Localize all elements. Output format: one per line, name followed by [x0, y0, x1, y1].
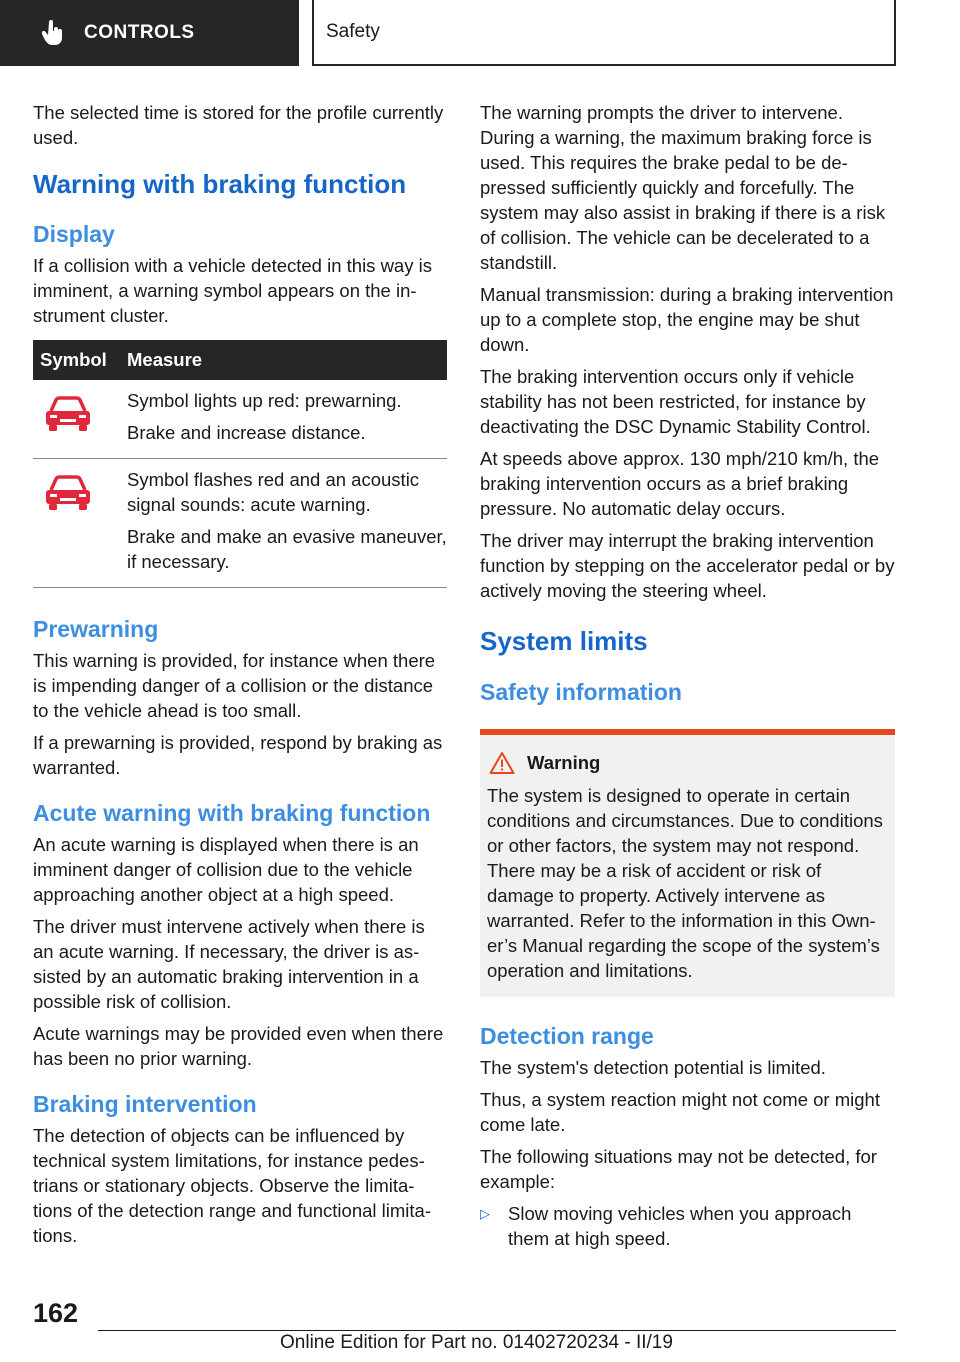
braking-paragraph: Manual transmission: during a braking intervention up to a complete stop, the engine may be shut down.	[480, 284, 894, 355]
heading-detection-range: Detection range	[480, 1023, 654, 1049]
heading-display: Display	[33, 221, 115, 247]
prewarning-paragraph: If a prewarning is provided, respond by braking as warranted.	[33, 732, 443, 778]
braking-paragraph: The detection of objects can be influenced by technical system limitations, for instance pedestrians or stationary objects. Observe the limitations of the detection range and functional limitations.	[33, 1125, 432, 1246]
right-column	[480, 100, 895, 1258]
bullet-triangle-icon: ▷	[480, 1206, 490, 1221]
warning-box	[480, 729, 895, 997]
braking-paragraph: The braking intervention occurs only if vehicle stability has not been restricted, for instance by deactivating the DSC Dynamic Stability Control.	[480, 366, 871, 437]
detection-paragraph: Thus, a system reaction might not come or might come late.	[480, 1089, 880, 1135]
heading-system-limits: System limits	[480, 626, 648, 656]
chapter-tab[interactable]	[0, 0, 299, 66]
footer-divider	[98, 1330, 896, 1331]
heading-acute-warning: Acute warning with braking function	[33, 800, 431, 826]
measure-text: Brake and increase distance.	[127, 422, 366, 443]
list-item	[480, 1201, 895, 1258]
list-item-text: Slow moving vehicles when you approach them at high speed.	[508, 1203, 852, 1249]
car-warning-icon	[33, 388, 127, 452]
heading-braking-intervention: Braking intervention	[33, 1091, 257, 1117]
warning-text: The system is designed to operate in certain conditions and circumstances. Due to conditions or other factors, the system may not respond. There may be a risk of accident or risk of damage to property. Actively intervene as warranted. Refer to the information in this Owner’s Manual regarding the scope of the system’s operation and limitations.	[487, 785, 883, 981]
measure-text: Symbol lights up red: prewarning.	[127, 390, 402, 411]
braking-paragraph: The driver may interrupt the braking intervention function by stepping on the accelerator pedal or by actively moving the steering wheel.	[480, 530, 895, 601]
heading-prewarning: Prewarning	[33, 616, 159, 642]
braking-paragraph: At speeds above approx. 130 mph/210 km/h, the braking intervention occurs as a brief braking pressure. No automatic delay occurs.	[480, 448, 880, 519]
display-paragraph: If a collision with a vehicle detected in this way is imminent, a warning symbol appears on the instrument cluster.	[33, 255, 432, 326]
acute-paragraph: Acute warnings may be provided even when there has been no prior warning.	[33, 1023, 444, 1069]
acute-paragraph: The driver must intervene actively when there is an acute warning. If necessary, the driver is assisted by an automatic braking intervention in a possible risk of collision.	[33, 916, 425, 1012]
braking-paragraph: The warning prompts the driver to intervene. During a warning, the maximum braking force is used. This requires the brake pedal to be depressed sufficiently quickly and forcefully. The system may also assist in braking if there is a risk of collision. The vehicle can be decelerated to a standstill.	[480, 102, 886, 273]
prewarning-paragraph: This warning is provided, for instance when there is impending danger of a collision or the distance to the vehicle ahead is too small.	[33, 650, 436, 721]
measure-text: Symbol flashes red and an acoustic signal sounds: acute warning.	[127, 469, 420, 515]
column-header-measure: Measure	[127, 349, 203, 370]
measure-text: Brake and make an evasive maneuver, if necessary.	[127, 526, 447, 572]
table-header	[33, 340, 447, 380]
detection-paragraph: The system's detection potential is limited.	[480, 1057, 826, 1078]
detection-paragraph: The following situations may not be detected, for example:	[480, 1146, 877, 1192]
section-title: Safety	[312, 0, 896, 66]
warning-title: Warning	[527, 752, 601, 773]
footer-edition: Online Edition for Part no. 01402720234 - II/19	[280, 1332, 673, 1353]
acute-paragraph: An acute warning is displayed when there is an imminent danger of collision due to the vehicle approaching another object at a high speed.	[33, 834, 419, 905]
column-header-symbol: Symbol	[40, 349, 107, 370]
heading-safety-information: Safety information	[480, 679, 682, 705]
warning-triangle-icon	[489, 751, 515, 775]
page-number: 162	[33, 1298, 79, 1328]
heading-warning-braking: Warning with braking function	[33, 169, 407, 199]
car-warning-icon	[33, 467, 127, 581]
left-column	[33, 100, 447, 1255]
hand-pointer-icon	[40, 20, 66, 46]
symbol-table	[33, 340, 447, 588]
intro-paragraph: The selected time is stored for the profile currently used.	[33, 102, 444, 148]
table-row	[33, 380, 447, 459]
chapter-label: CONTROLS	[84, 22, 195, 43]
table-row	[33, 459, 447, 588]
